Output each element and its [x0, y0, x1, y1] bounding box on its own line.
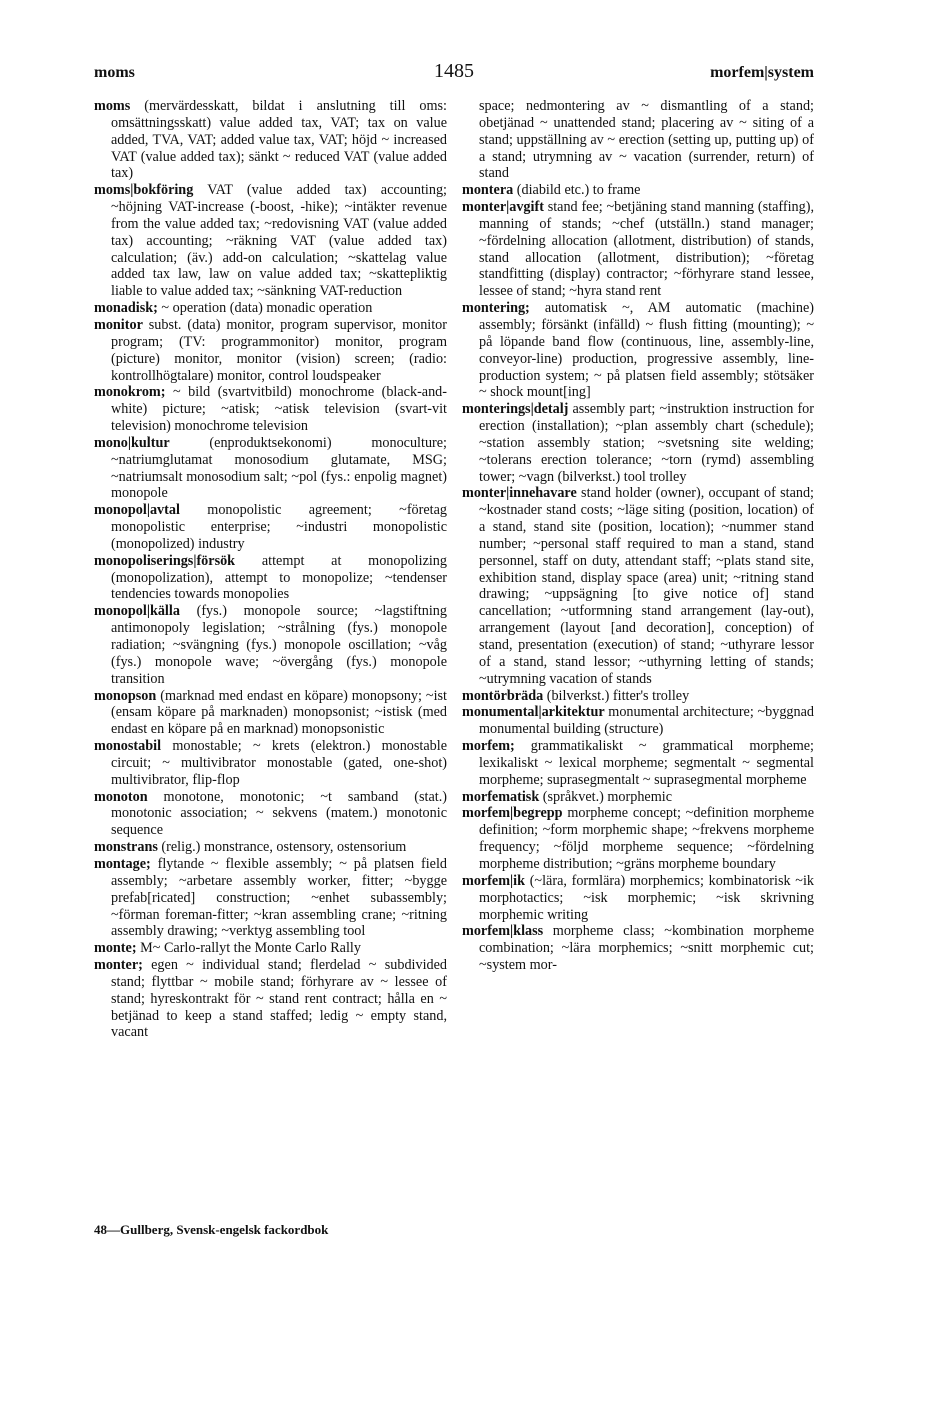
entry-monitor: monitor subst. (data) monitor, program supervisor, monitor program; (TV: programmonitor) monitor, program (picture) monitor, monitor (vision) screen; (radio: kontrollhögtalare) monitor, control loudspeaker [94, 316, 447, 384]
entry-monter: monter; egen ~ individual stand; flerdelad ~ subdivided stand; flyttbar ~ mobile stand; förhyrare av ~ lessee of stand; hyreskontrakt för ~ stand rent contract; hålla en ~ betjänad to keep a stand staffed; ledig ~ empty stand, vacant [94, 957, 447, 1041]
headword: mono|kultur [94, 434, 170, 451]
guide-word-left: moms [94, 64, 135, 81]
headword: monopoliserings|försök [94, 552, 236, 569]
entry-monte: monte; M~ Carlo-rallyt the Monte Carlo Rally [94, 940, 361, 957]
entry-montage: montage; flytande ~ flexible assembly; ~ på platsen field assembly; ~arbetare assembly worker, fitter; ~bygge prefab[ricated] construction; ~enhet subassembly; ~förman foreman-fitter; ~kran assembling crane; ~ritning assembly drawing; ~verktyg assembling tool [94, 855, 447, 940]
entry-monumental-arkitektur: monumental|arkitektur monumental architecture; ~byggnad monumental building (structure) [462, 704, 814, 738]
entry-monokultur: mono|kultur (enproduktsekonomi) monoculture; ~natriumglutamat monosodium glutamate, MSG; ~natriumsalt monosodium salt; ~pol (fys.: enpolig magnet) monopole [94, 434, 447, 502]
entry-moms-bokforing: moms|bokföring VAT (value added tax) accounting; ~höjning VAT-increase (-boost, -hike); ~intäkter revenue from the value added tax; ~redovisning VAT (value added tax) accounting; ~räkning VAT (value added tax) calculation; (äv.) add-on calculation; ~skattelag value added tax law, law on value added tax; ~skattepliktig liable to value added tax; ~sänkning VAT-reduction [94, 182, 447, 300]
headword: monterings|detalj [462, 401, 569, 418]
headword: morfem|begrepp [462, 805, 563, 822]
page-header [94, 56, 814, 86]
entry-morfem: morfem; grammatikaliskt ~ grammatical morpheme; lexikaliskt ~ lexical morpheme; segmentalt ~ segmental morpheme; suprasegmentalt ~ suprasegmental morpheme [462, 738, 814, 788]
entry-monter-avgift: monter|avgift stand fee; ~betjäning stand manning (staffing), manning of stands; ~chef (utställn.) stand manager; ~fördelning allocation (allotment, distribution) of stands, stand allocation (allotment, distribution); ~företag standfitting (display) contractor; ~förhyrare stand lessee, lessee of stand; ~hyra stand rent [462, 199, 814, 300]
headword: monopson [94, 687, 157, 704]
guide-word-right: morfem|system [710, 64, 814, 81]
entry-monopol-kalla: monopol|källa (fys.) monopole source; ~lagstiftning antimonopoly legislation; ~strålning (fys.) monopole radiation; ~svängning (fys.) monopole oscillation; ~våg (fys.) monopole wave; ~övergång (fys.) monopole transition [94, 603, 447, 687]
headword: moms|bokföring [94, 182, 194, 199]
entry-monopol-avtal: monopol|avtal monopolistic agreement; ~företag monopolistic enterprise; ~industri monopolistic (monopolized) industry [94, 502, 447, 552]
right-column [462, 98, 814, 974]
headword: monstrans [94, 839, 158, 856]
entry-monopson: monopson (marknad med endast en köpare) monopsony; ~ist (ensam köpare på marknaden) monopsonist; ~istisk (med endast en köpare på en marknad) monopsonistic [94, 687, 447, 738]
entry-monter-continued: space; nedmontering av ~ dismantling of a stand; obetjänad ~ unattended stand; placering av ~ siting of a stand; uppställning av ~ erection (setting up, putting up) of a stand; utrymning av ~ vacation (surrender, return) of stand [479, 98, 814, 182]
headword: monter|innehavare [462, 485, 577, 502]
left-column [94, 98, 447, 1041]
entry-morfem-klass: morfem|klass morpheme class; ~kombination morpheme combination; ~lära morphemics; ~snitt morphemic cut; ~system mor- [462, 923, 814, 974]
headword: montage; [94, 855, 151, 872]
entry-morfematisk: morfematisk (språkvet.) morphemic [462, 788, 672, 805]
entry-montorbrada: montörbräda (bilverkst.) fitter's trolley [462, 687, 690, 704]
headword: monoton [94, 788, 148, 805]
headword: monitor [94, 316, 143, 333]
headword: morfem|klass [462, 923, 544, 940]
headword: monter|avgift [462, 199, 544, 216]
headword: monostabil [94, 738, 162, 755]
headword: monopol|källa [94, 603, 180, 620]
headword: montörbräda [462, 687, 544, 704]
entry-monterings-detalj: monterings|detalj assembly part; ~instruktion instruction for erection (installation); ~plan assembly chart (schedule); ~station assembly station; ~svetsning site welding; ~tolerans erection tolerance; ~torn (rymd) assembling tower; ~vagn (bilverkst.) tool trolley [462, 401, 814, 485]
entry-moms: moms (mervärdesskatt, bildat i anslutning till oms: omsättningsskatt) value added tax, VAT; tax on value added, TVA, VAT; added value tax, VAT; höjd ~ increased VAT (value added tax); sänkt ~ reduced VAT (value added tax) [94, 98, 447, 182]
entry-monopoliserings-forsok: monopoliserings|försök attempt at monopolizing (monopolization), attempt to monopolize; ~tendenser tendencies towards monopolies [94, 552, 447, 603]
headword: morfem; [462, 738, 515, 755]
headword: monter; [94, 957, 143, 974]
headword: montera [462, 182, 514, 199]
headword: monumental|arkitektur [462, 704, 605, 721]
page-number: 1485 [434, 60, 474, 82]
entry-monokrom: monokrom; ~ bild (svartvitbild) monochrome (black-and-white) picture; ~atisk; ~atisk television (svart-vit television) monochrome television [94, 384, 447, 435]
entry-monter-innehavare: monter|innehavare stand holder (owner), occupant of stand; ~kostnader stand costs; ~läge siting (position, location) of a stand, stand site (position, location); ~nummer stand number; ~personal staff required to man a stand, stand personnel, staff on duty, attendant staff; ~plats stand site, exhibition stand, display space (area) unit; ~ritning stand drawing; ~uppsägning [to give notice of] stand cancellation; ~utformning stand arrangement (lay-out), arrangement (layout [and decoration], conception) of stand, presentation (execution) of stand; ~uthyrare lessor of a stand, stand lessor; ~uthyrning letting of stands; ~utrymning vacation of stands [462, 485, 814, 687]
entry-monadisk: monadisk; ~ operation (data) monadic operation [94, 300, 373, 317]
entry-monostabil: monostabil monostable; ~ krets (elektron.) monostable circuit; ~ multivibrator monostable (gated, one-shot) multivibrator, flip-flop [94, 738, 447, 788]
headword: monokrom; [94, 384, 166, 401]
headword: monte; [94, 940, 137, 957]
headword: montering; [462, 300, 530, 317]
entry-monstrans: monstrans (relig.) monstrance, ostensory, ostensorium [94, 839, 407, 856]
entry-morfem-ik: morfem|ik (~lära, formlära) morphemics; kombinatorisk ~ik morphotactics; ~isk morphemic; ~isk skrivning morphemic writing [462, 872, 814, 923]
page-footer: 48—Gullberg, Svensk-engelsk fackordbok [94, 1222, 329, 1237]
entry-montera: montera (diabild etc.) to frame [462, 182, 641, 199]
headword: moms [94, 98, 131, 114]
headword: monadisk; [94, 300, 158, 317]
headword: morfem|ik [462, 872, 526, 889]
entry-morfem-begrepp: morfem|begrepp morpheme concept; ~definition morpheme definition; ~form morphemic shape; ~frekvens morpheme frequency; ~följd morpheme sequence; ~fördelning morpheme distribution; ~gräns morpheme boundary [462, 805, 814, 872]
headword: morfematisk [462, 788, 540, 805]
entry-monoton: monoton monotone, monotonic; ~t samband (stat.) monotonic association; ~ sekvens (matem.) monotonic sequence [94, 788, 447, 839]
entry-montering: montering; automatisk ~, AM automatic (machine) assembly; försänkt (infälld) ~ flush fitting (mounting); ~ på löpande band flow (continuous, line, assembly-line, conveyor-line) production, progressive assembly, line-production system; ~ på platsen field assembly; stötsäker ~ shock mount[ing] [462, 300, 814, 401]
headword: monopol|avtal [94, 502, 180, 519]
